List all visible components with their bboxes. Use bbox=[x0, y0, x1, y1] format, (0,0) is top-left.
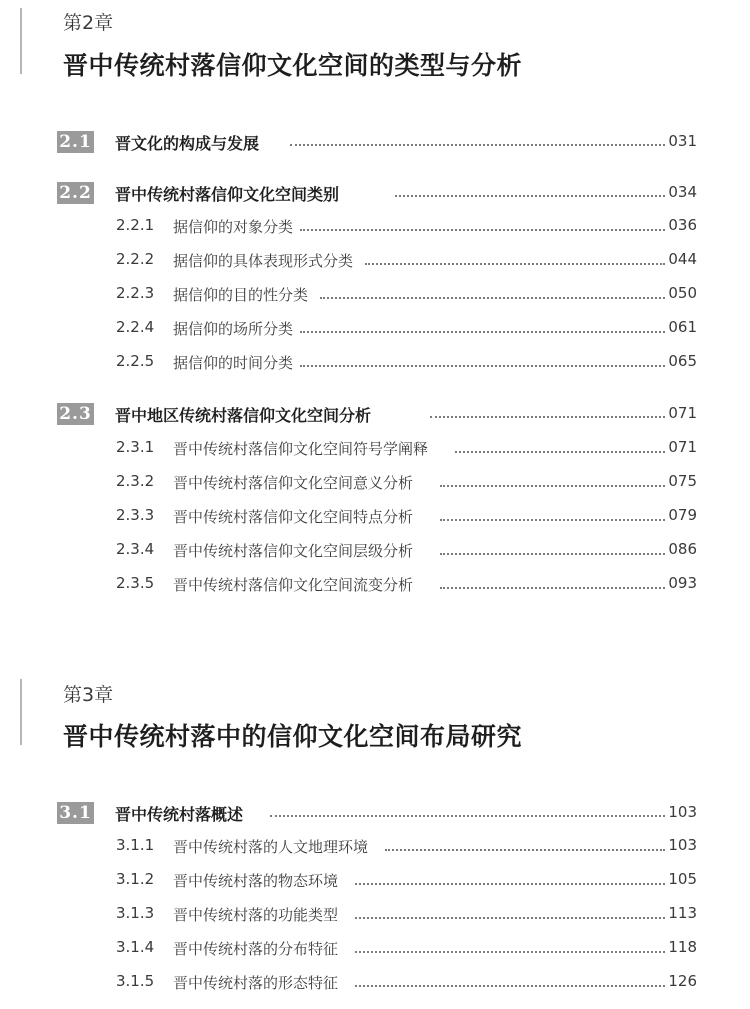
subsection-number: 3.1.2 bbox=[116, 870, 155, 888]
page-number: 050 bbox=[668, 284, 697, 302]
subsection-title: 据信仰的目的性分类 bbox=[173, 286, 309, 304]
subsection-number: 2.3.4 bbox=[116, 540, 155, 558]
toc-subsection-row[interactable] bbox=[0, 502, 750, 532]
dot-leader bbox=[300, 331, 665, 333]
toc-section-row[interactable] bbox=[0, 128, 750, 158]
subsection-title: 晋中传统村落信仰文化空间意义分析 bbox=[173, 474, 414, 492]
page-number: 044 bbox=[668, 250, 697, 268]
dot-leader bbox=[385, 849, 665, 851]
subsection-number: 2.2.3 bbox=[116, 284, 155, 302]
toc-subsection-row[interactable] bbox=[0, 468, 750, 498]
subsection-title: 晋中传统村落信仰文化空间层级分析 bbox=[173, 542, 414, 560]
toc-section-row[interactable] bbox=[0, 799, 750, 829]
toc-section-row[interactable] bbox=[0, 179, 750, 209]
dot-leader bbox=[440, 519, 665, 521]
section-title: 晋中地区传统村落信仰文化空间分析 bbox=[115, 403, 373, 426]
page-number: 071 bbox=[668, 438, 697, 456]
subsection-number: 2.2.4 bbox=[116, 318, 155, 336]
subsection-title: 据信仰的时间分类 bbox=[173, 354, 294, 372]
toc-subsection-row[interactable] bbox=[0, 968, 750, 998]
dot-leader bbox=[430, 416, 665, 418]
subsection-title: 晋中传统村落的功能类型 bbox=[173, 906, 339, 924]
dot-leader bbox=[355, 883, 665, 885]
section-title: 晋中传统村落信仰文化空间类别 bbox=[115, 182, 341, 205]
toc-subsection-row[interactable] bbox=[0, 348, 750, 378]
page-number: 034 bbox=[668, 183, 697, 201]
page-number: 103 bbox=[668, 803, 697, 821]
page-number: 086 bbox=[668, 540, 697, 558]
toc-subsection-row[interactable] bbox=[0, 934, 750, 964]
subsection-title: 晋中传统村落信仰文化空间符号学阐释 bbox=[173, 440, 429, 458]
dot-leader bbox=[365, 263, 665, 265]
page-number: 103 bbox=[668, 836, 697, 854]
subsection-number: 2.3.2 bbox=[116, 472, 155, 490]
section-number-badge: 3.1 bbox=[57, 802, 94, 824]
page-number: 075 bbox=[668, 472, 697, 490]
toc-subsection-row[interactable] bbox=[0, 246, 750, 276]
chapter-title: 晋中传统村落中的信仰文化空间布局研究 bbox=[63, 722, 523, 751]
subsection-number: 2.2.2 bbox=[116, 250, 155, 268]
section-number-badge: 2.1 bbox=[57, 131, 94, 153]
section-number-badge: 2.2 bbox=[57, 182, 94, 204]
toc-section-row[interactable] bbox=[0, 400, 750, 430]
toc-subsection-row[interactable] bbox=[0, 570, 750, 600]
page-number: 126 bbox=[668, 972, 697, 990]
toc-subsection-row[interactable] bbox=[0, 866, 750, 896]
subsection-number: 2.3.1 bbox=[116, 438, 155, 456]
chapter-label: 第3章 bbox=[63, 684, 114, 706]
subsection-title: 晋中传统村落信仰文化空间特点分析 bbox=[173, 508, 414, 526]
toc-subsection-row[interactable] bbox=[0, 314, 750, 344]
chapter-divider-bar bbox=[20, 679, 22, 745]
dot-leader bbox=[395, 195, 665, 197]
dot-leader bbox=[440, 485, 665, 487]
page-number: 093 bbox=[668, 574, 697, 592]
dot-leader bbox=[270, 815, 665, 817]
page-number: 036 bbox=[668, 216, 697, 234]
dot-leader bbox=[440, 553, 665, 555]
subsection-number: 2.2.5 bbox=[116, 352, 155, 370]
toc-subsection-row[interactable] bbox=[0, 536, 750, 566]
subsection-number: 3.1.5 bbox=[116, 972, 155, 990]
section-title: 晋文化的构成与发展 bbox=[115, 131, 261, 154]
toc-subsection-row[interactable] bbox=[0, 212, 750, 242]
toc-subsection-row[interactable] bbox=[0, 900, 750, 930]
dot-leader bbox=[300, 229, 665, 231]
page-number: 118 bbox=[668, 938, 697, 956]
subsection-number: 2.2.1 bbox=[116, 216, 155, 234]
dot-leader bbox=[355, 917, 665, 919]
section-number-badge: 2.3 bbox=[57, 403, 94, 425]
subsection-title: 晋中传统村落的分布特征 bbox=[173, 940, 339, 958]
subsection-number: 3.1.1 bbox=[116, 836, 155, 854]
subsection-title: 晋中传统村落信仰文化空间流变分析 bbox=[173, 576, 414, 594]
page-number: 079 bbox=[668, 506, 697, 524]
dot-leader bbox=[440, 587, 665, 589]
page-number: 071 bbox=[668, 404, 697, 422]
chapter-title: 晋中传统村落信仰文化空间的类型与分析 bbox=[63, 51, 523, 80]
toc-subsection-row[interactable] bbox=[0, 832, 750, 862]
subsection-title: 据信仰的场所分类 bbox=[173, 320, 294, 338]
page-number: 061 bbox=[668, 318, 697, 336]
toc-subsection-row[interactable] bbox=[0, 434, 750, 464]
chapter-divider-bar bbox=[20, 8, 22, 74]
subsection-title: 晋中传统村落的人文地理环境 bbox=[173, 838, 369, 856]
dot-leader bbox=[455, 451, 665, 453]
subsection-number: 3.1.3 bbox=[116, 904, 155, 922]
subsection-title: 晋中传统村落的形态特征 bbox=[173, 974, 339, 992]
chapter-label: 第2章 bbox=[63, 12, 114, 34]
page-number: 031 bbox=[668, 132, 697, 150]
dot-leader bbox=[355, 951, 665, 953]
section-title: 晋中传统村落概述 bbox=[115, 802, 245, 825]
subsection-number: 2.3.5 bbox=[116, 574, 155, 592]
subsection-number: 3.1.4 bbox=[116, 938, 155, 956]
dot-leader bbox=[290, 144, 665, 146]
subsection-title: 据信仰的对象分类 bbox=[173, 218, 294, 236]
subsection-title: 据信仰的具体表现形式分类 bbox=[173, 252, 354, 270]
subsection-number: 2.3.3 bbox=[116, 506, 155, 524]
page-number: 065 bbox=[668, 352, 697, 370]
dot-leader bbox=[355, 985, 665, 987]
dot-leader bbox=[320, 297, 665, 299]
subsection-title: 晋中传统村落的物态环境 bbox=[173, 872, 339, 890]
page-number: 113 bbox=[668, 904, 697, 922]
dot-leader bbox=[300, 365, 665, 367]
page-number: 105 bbox=[668, 870, 697, 888]
toc-subsection-row[interactable] bbox=[0, 280, 750, 310]
